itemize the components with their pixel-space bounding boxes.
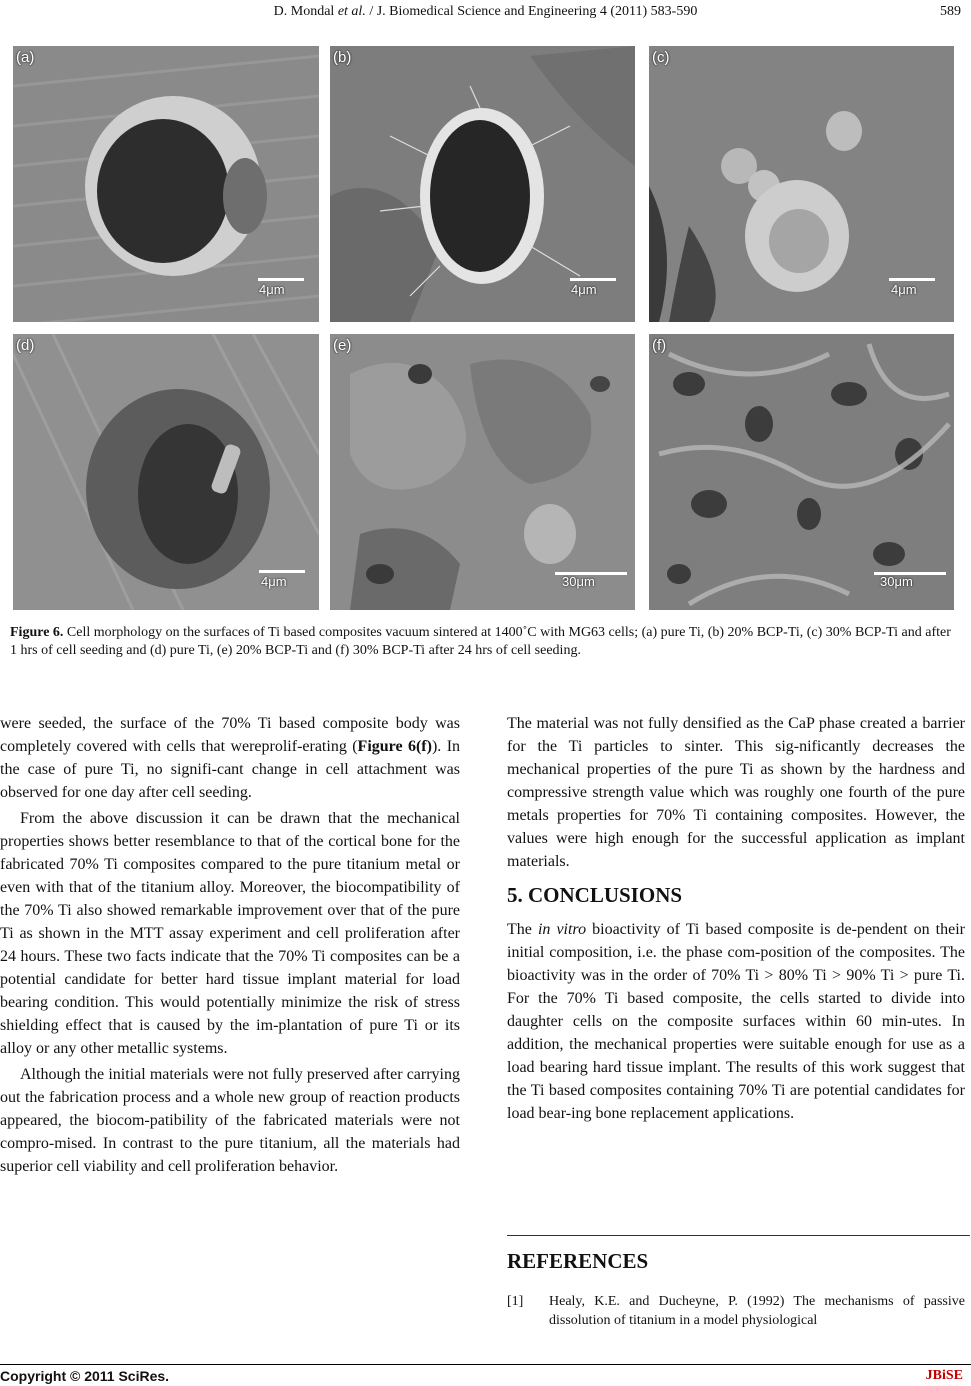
panel-label-f: (f) — [652, 337, 667, 354]
conclusions-paragraph — [507, 918, 965, 1125]
header-author: D. Mondal — [273, 4, 335, 19]
reference-text: Healy, K.E. and Ducheyne, P. (1992) The mechanisms of passive dissolution of titanium in a model physiological — [549, 1294, 965, 1328]
references-rule — [507, 1235, 970, 1236]
figure-panel-a — [13, 46, 319, 322]
panel-label-e: (e) — [333, 337, 352, 354]
sem-image-f — [649, 334, 954, 610]
panel-label-d: (d) — [16, 337, 35, 354]
panel-label-c: (c) — [652, 49, 670, 66]
right-column — [507, 712, 965, 1125]
left-p1-text-a: were seeded, the surface of the 70% Ti based composite body was completely covered with cells that wereprolif-erating ( — [0, 715, 460, 755]
figure-panel-e — [330, 334, 635, 610]
scale-bar-a — [258, 278, 304, 281]
scale-text-f: 30μm — [880, 574, 913, 589]
conclusions-text-b: bioactivity of Ti based composite is de-pendent on their initial composition, i.e. the phase com-position of the composites. The bioactivity was in the order of 70% Ti > 80% Ti > 90% Ti > pure Ti. For the 70% Ti based composite, the cells started to divide into daughter cells on the composite surfaces within 60 min-utes. In addition, the mechanical properties were suitable enough for use as a load bearing hard tissue implant. The results of this work suggest that the Ti based composites containing 70% Ti are potential candidates for load bear-ing bone replacement applications. — [507, 921, 966, 1122]
scale-text-d: 4μm — [261, 574, 287, 589]
left-paragraph-3: Although the initial materials were not fully preserved after carrying out the fabrication process and a whole new group of reaction products appeared, the biocom-patibility of the fabricated materials were not compro-mised. In contrast to the pure titanium, all the materials had superior cell viability and cell proliferation behavior. — [0, 1066, 460, 1175]
scale-text-b: 4μm — [571, 282, 597, 297]
scale-bar-d — [259, 570, 305, 573]
scale-bar-c — [889, 278, 935, 281]
scale-text-c: 4μm — [891, 282, 917, 297]
sem-image-d — [13, 334, 319, 610]
conclusions-italic: in vitro — [537, 921, 587, 938]
running-title — [0, 4, 971, 20]
figure-panel-d — [13, 334, 319, 610]
reference-number: [1] — [507, 1294, 524, 1309]
sem-image-e — [330, 334, 635, 610]
panel-label-b: (b) — [333, 49, 352, 66]
figure-caption — [10, 624, 960, 660]
left-column — [0, 712, 460, 1178]
header-journal: / J. Biomedical Science and Engineering 4 (2011) 583-590 — [369, 4, 698, 19]
panel-label-a: (a) — [16, 49, 35, 66]
left-paragraph-1 — [0, 712, 460, 804]
figure-panel-c — [649, 46, 954, 322]
scale-bar-b — [570, 278, 616, 281]
footer-rule — [0, 1364, 971, 1365]
references-heading: REFERENCES — [507, 1249, 649, 1273]
conclusions-heading: 5. CONCLUSIONS — [507, 883, 683, 907]
figure-panel-f — [649, 334, 954, 610]
scale-text-a: 4μm — [259, 282, 285, 297]
footer-copyright: Copyright © 2011 SciRes. — [0, 1368, 170, 1384]
running-header — [0, 4, 971, 26]
figure-panel-b — [330, 46, 635, 322]
page-number: 589 — [940, 4, 961, 19]
figure-reference: Figure 6(f) — [357, 738, 432, 755]
left-p1-text-b: ). In the case of pure Ti, no signifi-cant change in cell attachment was observed for one day after cell seeding. — [0, 738, 461, 801]
caption-text: Cell morphology on the surfaces of Ti based composites vacuum sintered at 1400˚C with MG63 cells; (a) pure Ti, (b) 20% BCP-Ti, (c) 30% BCP-Ti and after 1 hrs of cell seeding and (d) pure Ti, (e) 20% BCP-Ti and (f) 30% BCP-Ti after 24 hrs of cell seeding. — [10, 625, 951, 658]
right-paragraph-1: The material was not fully densified as the CaP phase created a barrier for the Ti particles to sinter. This sig-nificantly decreases the mechanical properties of the pure Ti as shown by the hardness and compressive strength value which was roughly one fourth of the pure metals properties for 70% Ti containing composites. However, the values were high enough for the successful application as implant materials. — [507, 715, 965, 870]
left-paragraph-2: From the above discussion it can be drawn that the mechanical properties shows better resemblance to that of the cortical bone for the fabricated 70% Ti composites compared to the pure titanium metal or even with that of the titanium alloy. Moreover, the biocompatibility of the 70% Ti also showed remarkable improvement over that of the pure Ti as shown in the MTT assay experiment and cell proliferation after 24 hours. These two facts indicate that the 70% Ti composites can be a potential candidate for better hard tissue implant material for load bearing condition. This would potentially minimize the risk of stress shielding effect that is caused by the im-plantation of pure Ti or its alloy or any other metallic systems. — [0, 810, 460, 1057]
conclusions-text-a: The — [507, 921, 538, 938]
footer-journal: JBiSE — [925, 1368, 963, 1383]
reference-item — [507, 1292, 965, 1330]
scale-text-e: 30μm — [562, 574, 595, 589]
header-etal: et al. — [337, 4, 366, 19]
caption-label: Figure 6. — [10, 625, 64, 640]
